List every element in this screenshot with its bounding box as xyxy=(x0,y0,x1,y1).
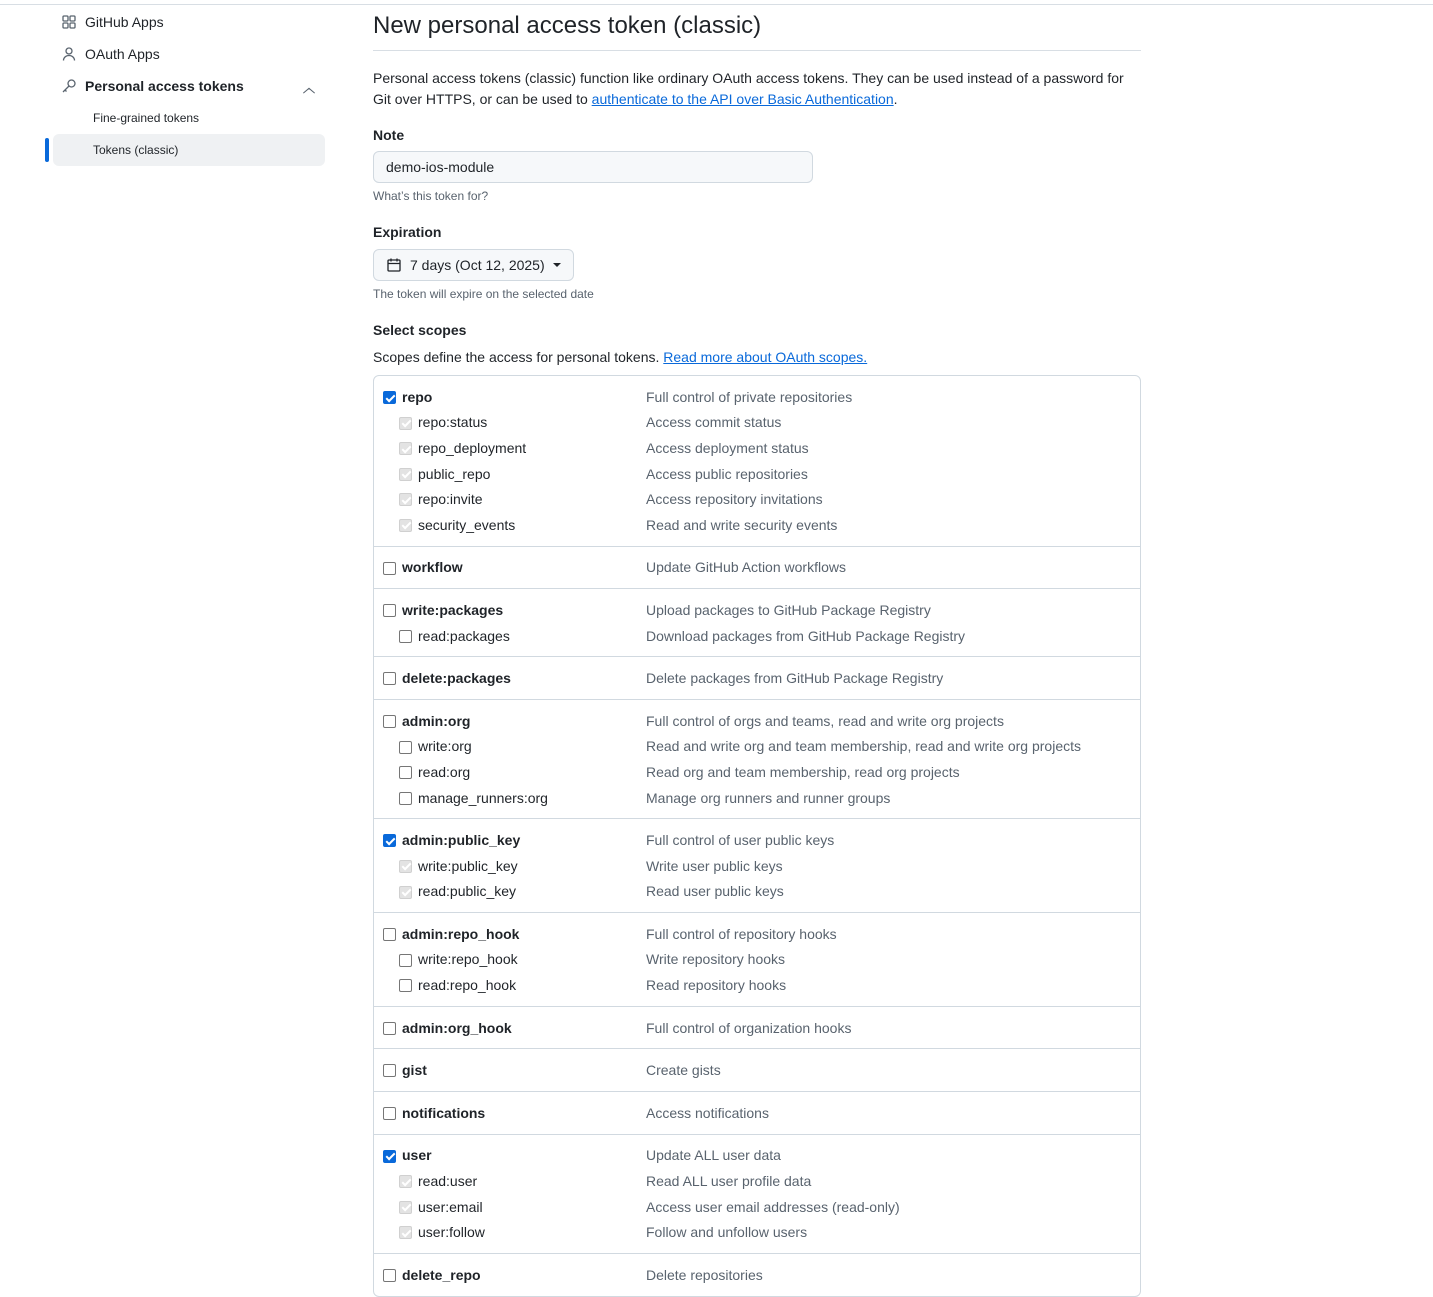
scope-description: Access notifications xyxy=(646,1104,769,1121)
scope-group xyxy=(374,912,1140,1006)
scope-checkbox[interactable] xyxy=(383,1107,396,1120)
scope-row-delete-repo xyxy=(374,1262,1140,1288)
scope-row-security-events xyxy=(374,512,1140,538)
scope-description: Follow and unfollow users xyxy=(646,1224,808,1241)
scope-row-write-repo-hook xyxy=(374,947,1140,973)
scope-checkbox[interactable] xyxy=(383,1269,396,1282)
scope-name: read:public_key xyxy=(418,883,517,900)
caret-down-icon xyxy=(553,263,561,267)
scope-checkbox[interactable] xyxy=(399,886,412,899)
scope-description: Delete repositories xyxy=(646,1266,763,1283)
scope-checkbox[interactable] xyxy=(399,519,412,532)
scope-row-workflow xyxy=(374,555,1140,581)
scope-name: delete_repo xyxy=(402,1266,481,1283)
scope-row-read-public-key xyxy=(374,879,1140,905)
active-indicator xyxy=(45,138,49,162)
expiration-label: Expiration xyxy=(373,224,442,240)
scope-description: Create gists xyxy=(646,1062,721,1079)
scope-group xyxy=(374,1006,1140,1049)
sidebar xyxy=(45,6,325,166)
scope-description: Read and write security events xyxy=(646,516,838,533)
scope-name: security_events xyxy=(418,516,516,533)
scope-description: Read org and team membership, read org projects xyxy=(646,763,960,780)
basic-auth-link[interactable]: authenticate to the API over Basic Authentication xyxy=(591,91,894,107)
scope-checkbox[interactable] xyxy=(399,741,412,754)
scope-row-user-email xyxy=(374,1194,1140,1220)
scope-row-write-public-key xyxy=(374,853,1140,879)
scope-description: Read ALL user profile data xyxy=(646,1173,812,1190)
scope-row-admin-org xyxy=(374,708,1140,734)
scope-row-repo-status xyxy=(374,410,1140,436)
scope-checkbox[interactable] xyxy=(383,562,396,575)
scope-checkbox[interactable] xyxy=(383,391,396,404)
expiration-value: 7 days (Oct 12, 2025) xyxy=(410,257,545,273)
scope-name: read:packages xyxy=(418,627,510,644)
scope-checkbox[interactable] xyxy=(399,493,412,506)
scope-checkbox[interactable] xyxy=(383,672,396,685)
scope-name: repo_deployment xyxy=(418,439,527,456)
scope-checkbox[interactable] xyxy=(399,468,412,481)
scope-row-admin-repo-hook xyxy=(374,921,1140,947)
scope-checkbox[interactable] xyxy=(399,766,412,779)
scope-description: Update ALL user data xyxy=(646,1147,781,1164)
scope-name: write:packages xyxy=(402,601,504,618)
scope-description: Delete packages from GitHub Package Registry xyxy=(646,670,944,687)
scope-checkbox[interactable] xyxy=(383,928,396,941)
sidebar-item-label: GitHub Apps xyxy=(85,14,164,30)
scope-checkbox[interactable] xyxy=(399,630,412,643)
sidebar-item-personal-access-tokens[interactable] xyxy=(45,70,325,102)
scope-name: admin:org_hook xyxy=(402,1019,512,1036)
scope-name: admin:repo_hook xyxy=(402,925,520,942)
scope-row-read-repo-hook xyxy=(374,972,1140,998)
scope-row-admin-org-hook xyxy=(374,1015,1140,1041)
main-content xyxy=(373,0,1141,1297)
sidebar-item-tokens-classic[interactable] xyxy=(53,134,325,166)
scope-description: Full control of private repositories xyxy=(646,388,853,405)
scope-description: Manage org runners and runner groups xyxy=(646,789,891,806)
scope-name: public_repo xyxy=(418,465,491,482)
scope-checkbox[interactable] xyxy=(383,1150,396,1163)
expiration-select[interactable] xyxy=(373,249,574,281)
scope-checkbox[interactable] xyxy=(399,860,412,873)
scope-row-read-org xyxy=(374,759,1140,785)
scope-checkbox[interactable] xyxy=(399,792,412,805)
scope-checkbox[interactable] xyxy=(399,1175,412,1188)
scope-name: user xyxy=(402,1147,432,1164)
scope-checkbox[interactable] xyxy=(383,1064,396,1077)
scope-group xyxy=(374,1253,1140,1296)
scope-row-delete-packages xyxy=(374,665,1140,691)
scope-row-repo-invite xyxy=(374,486,1140,512)
scope-group xyxy=(374,656,1140,699)
scope-description: Full control of organization hooks xyxy=(646,1019,852,1036)
scope-description: Upload packages to GitHub Package Registry xyxy=(646,601,931,618)
scope-row-user xyxy=(374,1143,1140,1169)
scope-description: Full control of user public keys xyxy=(646,832,835,849)
scope-group xyxy=(374,818,1140,912)
page-title: New personal access token (classic) xyxy=(373,0,1141,51)
intro-text xyxy=(373,68,1141,110)
scope-name: read:repo_hook xyxy=(418,977,517,994)
sidebar-item-label: Tokens (classic) xyxy=(93,143,179,157)
scope-checkbox[interactable] xyxy=(399,442,412,455)
scope-name: write:org xyxy=(418,738,472,755)
scopes-desc-text: Scopes define the access for personal tokens. xyxy=(373,349,664,365)
scope-description: Download packages from GitHub Package Registry xyxy=(646,627,966,644)
scope-row-write-packages xyxy=(374,597,1140,623)
scope-group xyxy=(374,1048,1140,1091)
scope-name: repo:status xyxy=(418,414,488,431)
scope-name: read:user xyxy=(418,1173,478,1190)
calendar-icon xyxy=(386,257,402,273)
note-label: Note xyxy=(373,127,405,143)
sidebar-item-label: Personal access tokens xyxy=(85,78,244,94)
scope-name: repo xyxy=(402,388,433,405)
scope-name: write:repo_hook xyxy=(418,951,518,968)
scope-group xyxy=(374,546,1140,589)
scope-name: gist xyxy=(402,1062,427,1079)
chevron-up-icon[interactable]: ︿ xyxy=(302,81,315,95)
scope-description: Write repository hooks xyxy=(646,951,786,968)
scope-name: user:follow xyxy=(418,1224,485,1241)
scope-row-notifications xyxy=(374,1100,1140,1126)
scope-name: admin:org xyxy=(402,712,471,729)
scope-name: notifications xyxy=(402,1104,486,1121)
scopes-description xyxy=(373,349,1141,365)
scope-group xyxy=(374,1091,1140,1134)
scope-description: Access deployment status xyxy=(646,439,809,456)
scope-description: Access commit status xyxy=(646,414,782,431)
scope-group xyxy=(374,588,1140,656)
scope-row-user-follow xyxy=(374,1219,1140,1245)
scope-name: write:public_key xyxy=(418,857,518,874)
scope-description: Read repository hooks xyxy=(646,977,787,994)
scope-name: admin:public_key xyxy=(402,832,521,849)
scope-row-repo xyxy=(374,384,1140,410)
scope-description: Write user public keys xyxy=(646,857,783,874)
note-input[interactable]: demo-ios-module xyxy=(373,151,813,183)
scope-description: Access public repositories xyxy=(646,465,808,482)
scope-row-public-repo xyxy=(374,461,1140,487)
scope-row-write-org xyxy=(374,734,1140,760)
scope-name: repo:invite xyxy=(418,491,483,508)
oauth-scopes-link[interactable]: Read more about OAuth scopes. xyxy=(663,349,868,365)
intro-body: Personal access tokens (classic) function like ordinary OAuth access tokens. They can be used instead of a password for Git over HTTPS, or can be used to xyxy=(373,70,1124,107)
scope-checkbox[interactable] xyxy=(399,954,412,967)
sidebar-item-github-apps[interactable] xyxy=(45,6,325,38)
person-icon xyxy=(61,46,77,62)
scope-description: Full control of repository hooks xyxy=(646,925,837,942)
scope-name: user:email xyxy=(418,1198,483,1215)
sidebar-item-oauth-apps[interactable] xyxy=(45,38,325,70)
scope-name: workflow xyxy=(402,559,463,576)
sidebar-item-label: Fine-grained tokens xyxy=(93,111,200,125)
scope-name: read:org xyxy=(418,763,471,780)
key-icon xyxy=(61,78,77,94)
intro-end: . xyxy=(893,91,898,107)
sidebar-item-label: OAuth Apps xyxy=(85,46,160,62)
expiration-hint: The token will expire on the selected date xyxy=(373,287,594,301)
scope-group xyxy=(374,376,1140,546)
apps-icon xyxy=(61,14,77,30)
scope-row-read-packages xyxy=(374,623,1140,649)
scopes-label: Select scopes xyxy=(373,322,467,338)
sidebar-item-fine-grained-tokens[interactable] xyxy=(53,102,325,134)
scope-checkbox[interactable] xyxy=(399,1226,412,1239)
scope-checkbox[interactable] xyxy=(383,834,396,847)
scope-checkbox[interactable] xyxy=(383,604,396,617)
scope-description: Read user public keys xyxy=(646,883,784,900)
scope-checkbox[interactable] xyxy=(383,715,396,728)
scope-row-admin-public-key xyxy=(374,827,1140,853)
scope-description: Update GitHub Action workflows xyxy=(646,559,846,576)
scope-checkbox[interactable] xyxy=(399,1201,412,1214)
scope-description: Read and write org and team membership, read and write org projects xyxy=(646,738,1081,755)
scope-row-manage-runners-org xyxy=(374,785,1140,811)
scope-description: Access repository invitations xyxy=(646,491,823,508)
scope-description: Access user email addresses (read-only) xyxy=(646,1198,900,1215)
scope-group xyxy=(374,1134,1140,1253)
scope-name: delete:packages xyxy=(402,670,511,687)
scope-description: Full control of orgs and teams, read and write org projects xyxy=(646,712,1004,729)
scope-name: manage_runners:org xyxy=(418,789,548,806)
scope-checkbox[interactable] xyxy=(399,417,412,430)
scope-row-repo-deployment xyxy=(374,435,1140,461)
scope-group xyxy=(374,699,1140,818)
scope-row-gist xyxy=(374,1057,1140,1083)
scope-row-read-user xyxy=(374,1168,1140,1194)
note-hint: What’s this token for? xyxy=(373,189,489,203)
scope-checkbox[interactable] xyxy=(383,1022,396,1035)
scopes-list xyxy=(373,375,1141,1297)
scope-checkbox[interactable] xyxy=(399,979,412,992)
